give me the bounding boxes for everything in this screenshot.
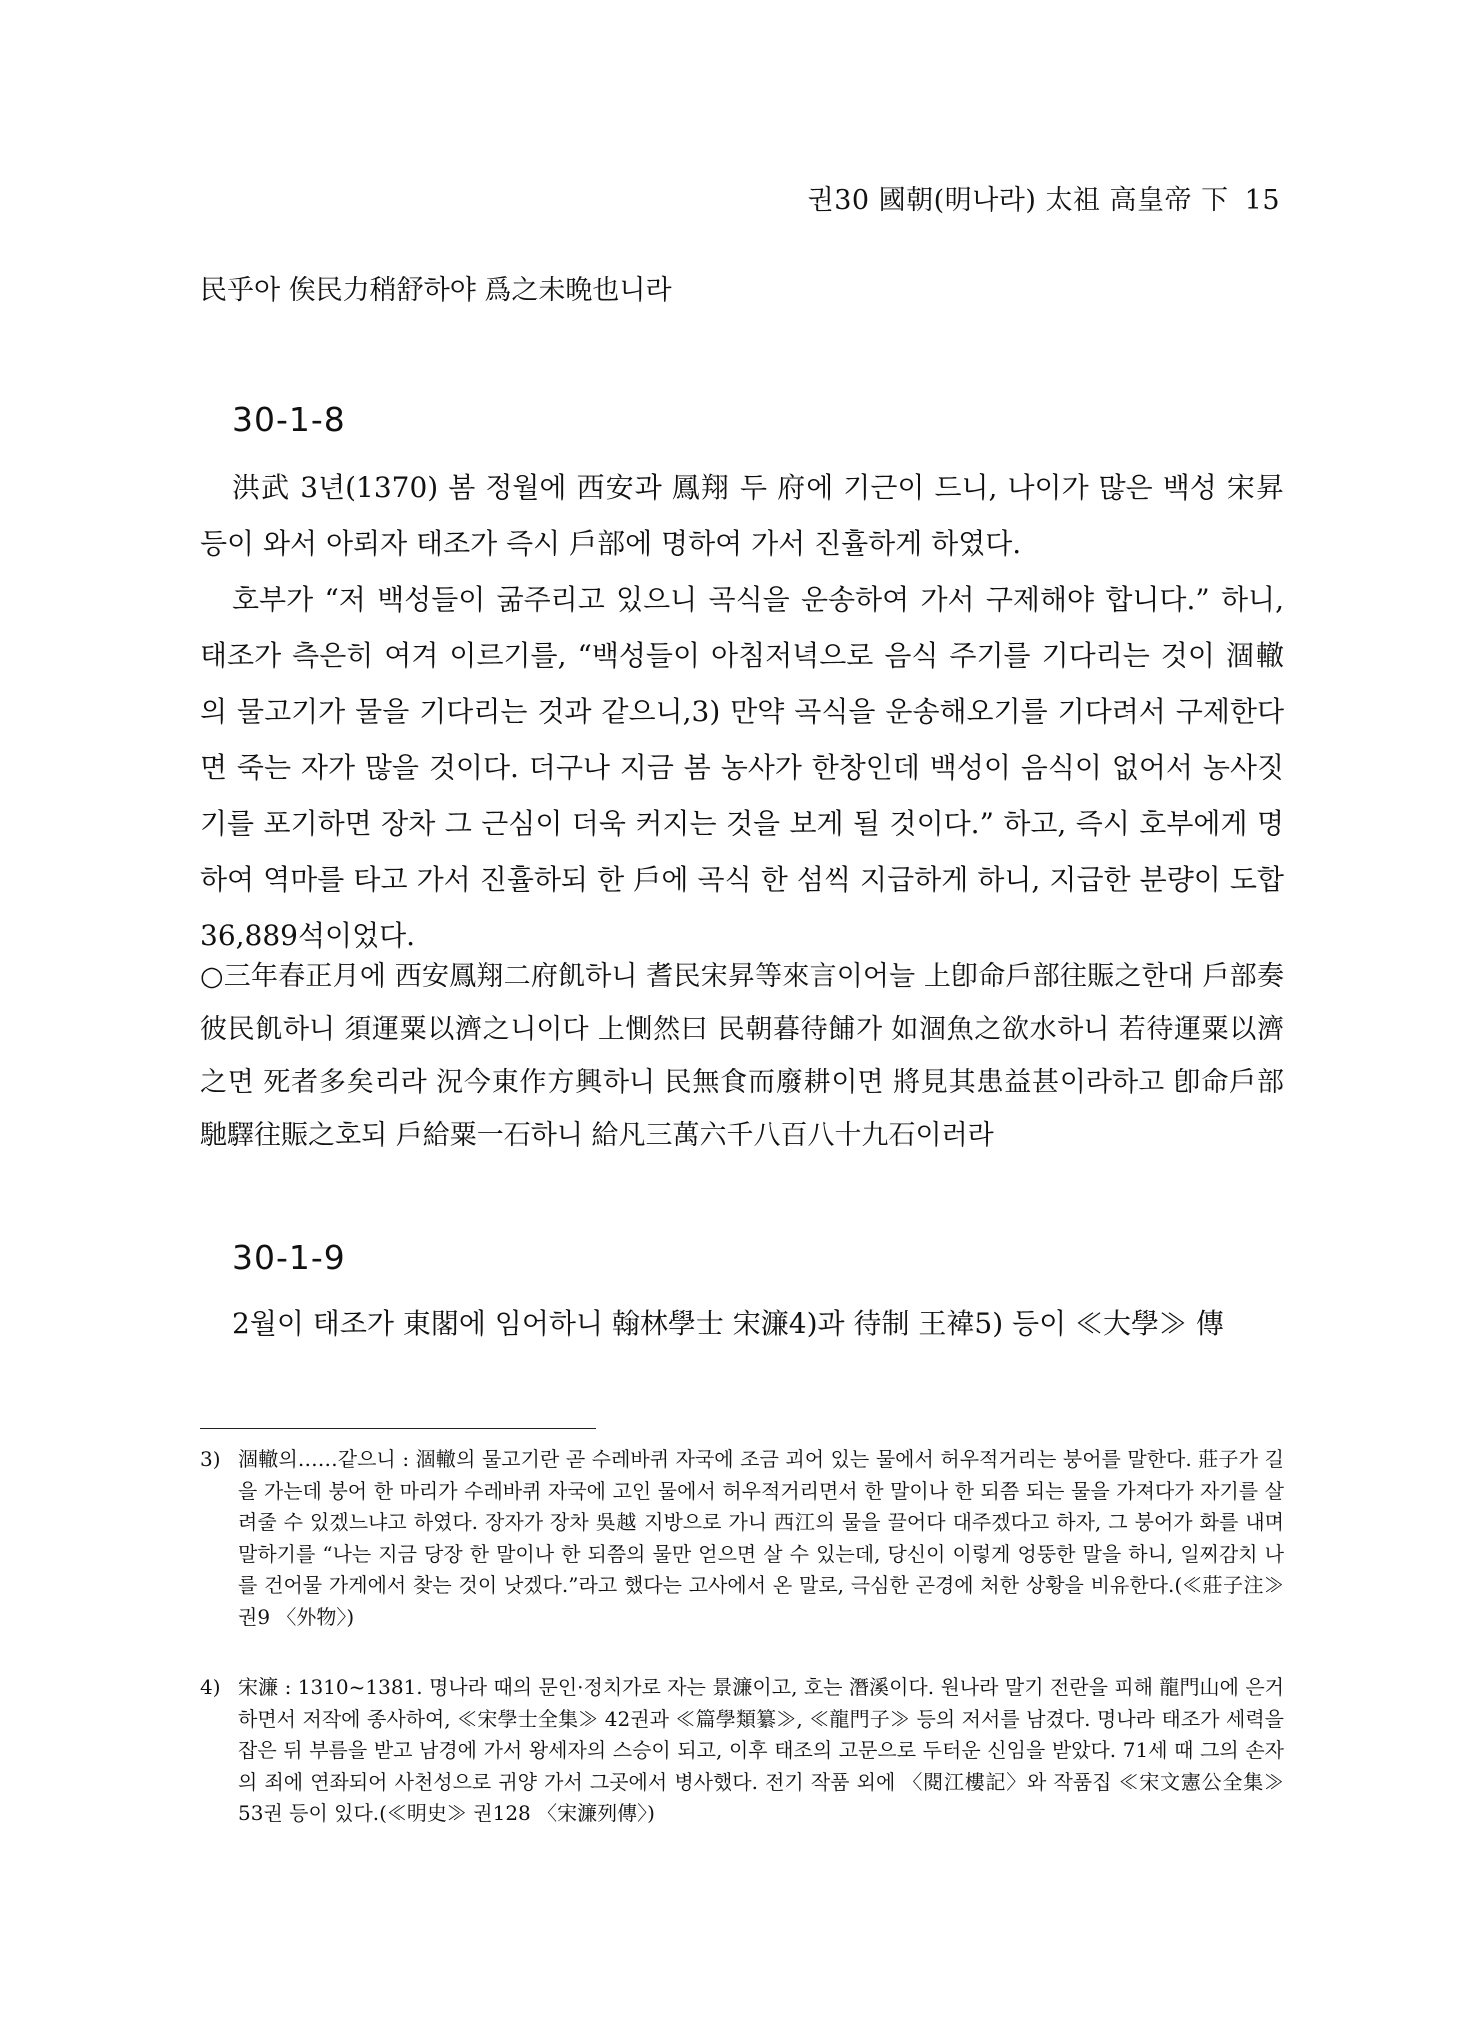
korean-paragraph: 호부가 “저 백성들이 굶주리고 있으니 곡식을 운송하여 가서 구제해야 합니다.” 하니, 태조가 측은히 여겨 이르기를, “백성들이 아침저녁으로 음식 주기를 기다리는 것이 涸轍의 물고기가 물을 기다리는 것과 같으니,3) 만약 곡식을 운송해오기를 기다려서 구제한다면 죽는 자가 많을 것이다. 더구나 지금 봄 농사가 한창인데 백성이 음식이 없어서 농사짓기를 포기하면 장차 그 근심이 더욱 커지는 것을 보게 될 것이다.” 하고, 즉시 호부에게 명하여 역마를 타고 가서 진휼하되 한 戶에 곡식 한 섬씩 지급하게 하니, 지급한 분량이 도합 36,889석이었다. bbox=[200, 583, 1284, 952]
classical-chinese-text: ○三年春正月에 西安鳳翔二府飢하니 耆民宋昇等來言이어늘 上卽命戶部往賑之한대 戶部奏彼民飢하니 須運粟以濟之니이다 上惻然曰 民朝暮待餔가 如涸魚之欲水하니 若待運粟以濟之면 死者多矣리라 況今東作方興하니 民無食而廢耕이면 將見其患益甚이라하고 卽命戶部馳驛往賑之호되 戶給粟一石하니 給凡三萬六千八百八十九石이러라 bbox=[200, 961, 1284, 1151]
header-title: 권30 國朝(明나라) 太祖 高皇帝 下 bbox=[807, 185, 1229, 216]
korean-translation bbox=[200, 1296, 1284, 1352]
korean-paragraph: 洪武 3년(1370) 봄 정월에 西安과 鳳翔 두 府에 기근이 드니, 나이가 많은 백성 宋昇 등이 와서 아뢰자 태조가 즉시 戶部에 명하여 가서 진휼하게 하였다. bbox=[200, 471, 1284, 560]
page-number: 15 bbox=[1244, 185, 1280, 216]
footnote-number: 3) bbox=[200, 1447, 221, 1471]
korean-translation bbox=[200, 460, 1284, 964]
section-number: 30-1-9 bbox=[232, 1238, 346, 1277]
footnote-text: 涸轍의……같으니 : 涸轍의 물고기란 곧 수레바퀴 자국에 조금 괴어 있는 물에서 허우적거리는 붕어를 말한다. 莊子가 길을 가는데 붕어 한 마리가 수레바퀴 자국에 고인 물에서 허우적거리면서 한 말이나 한 되쯤 되는 물을 가져다가 자기를 살려줄 수 있겠느냐고 하였다. 장자가 장차 吳越 지방으로 가니 西江의 물을 끌어다 대주겠다고 하자, 그 붕어가 화를 내며 말하기를 “나는 지금 당장 한 말이나 한 되쯤의 물만 얻으면 살 수 있는데, 당신이 이렇게 엉뚱한 말을 하니, 일찌감치 나를 건어물 가게에서 찾는 것이 낫겠다.”라고 했다는 고사에서 온 말로, 극심한 곤경에 처한 상황을 비유한다.(≪莊子注≫ 권9 〈外物〉) bbox=[238, 1447, 1284, 1629]
footnote bbox=[200, 1672, 1284, 1830]
footnote-text: 宋濂 : 1310~1381. 명나라 때의 문인·정치가로 자는 景濂이고, 호는 潛溪이다. 원나라 말기 전란을 피해 龍門山에 은거하면서 저작에 종사하여, ≪宋學士全集≫ 42권과 ≪篇學類纂≫, ≪龍門子≫ 등의 저서를 남겼다. 명나라 태조가 세력을 잡은 뒤 부름을 받고 남경에 가서 왕세자의 스승이 되고, 이후 태조의 고문으로 두터운 신임을 받았다. 71세 때 그의 손자의 죄에 연좌되어 사천성으로 귀양 가서 그곳에서 병사했다. 전기 작품 외에 〈閱江樓記〉와 작품집 ≪宋文憲公全集≫ 53권 등이 있다.(≪明史≫ 권128 〈宋濂列傳〉) bbox=[238, 1675, 1284, 1825]
section-number: 30-1-8 bbox=[232, 400, 346, 439]
intro-line: 民乎아 俟民力稍舒하야 爲之未晩也니라 bbox=[200, 275, 672, 306]
korean-paragraph: 2월이 태조가 東閣에 임어하니 翰林學士 宋濂4)과 待制 王褘5) 등이 ≪大學≫ 傳 bbox=[232, 1307, 1224, 1340]
footnote bbox=[200, 1444, 1284, 1633]
running-header bbox=[808, 178, 1280, 217]
footnote-divider bbox=[200, 1428, 596, 1429]
footnote-number: 4) bbox=[200, 1675, 221, 1699]
